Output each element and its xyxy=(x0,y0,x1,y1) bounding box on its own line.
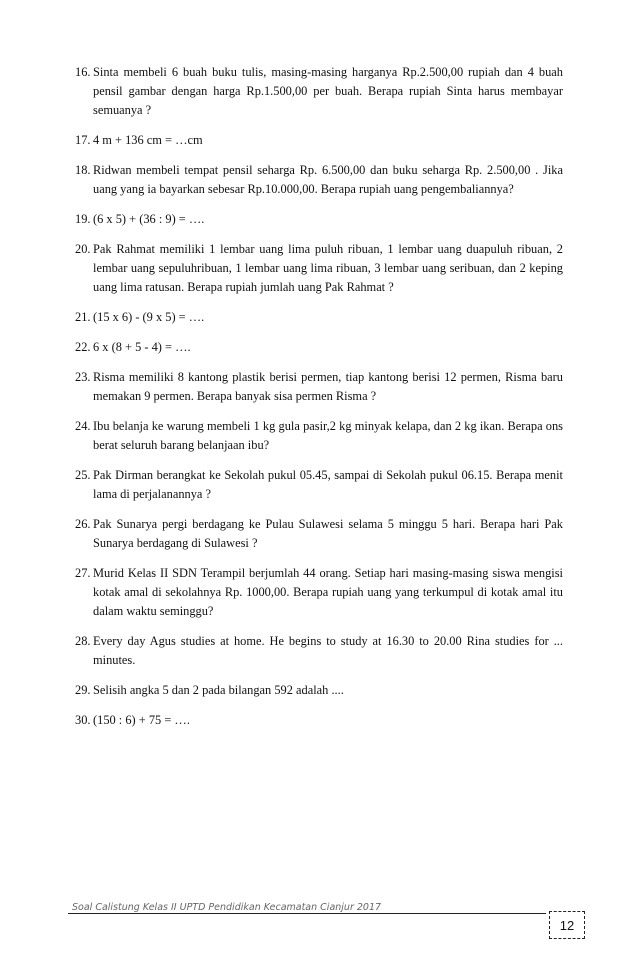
question-text: Pak Rahmat memiliki 1 lembar uang lima puluh ribuan, 1 lembar uang duapuluh ribuan, 2 lembar uang sepuluhribuan, 1 lembar uang lima ribuan, 3 lembar uang seribuan, dan 2 keping uang lima ratusan. Berapa rupiah jumlah uang Pak Rahmat ? xyxy=(93,242,563,294)
question-text: Murid Kelas II SDN Terampil berjumlah 44 orang. Setiap hari masing-masing siswa mengisi kotak amal di sekolahnya Rp. 1000,00. Berapa rupiah uang yang terkumpul di kotak amal itu dalam waktu seminggu? xyxy=(93,566,563,618)
question-item xyxy=(75,63,563,120)
question-number: 21. xyxy=(75,310,91,324)
question-number: 17. xyxy=(75,133,91,147)
question-text: 6 x (8 + 5 - 4) = …. xyxy=(93,340,191,354)
question-text: Selisih angka 5 dan 2 pada bilangan 592 adalah .... xyxy=(93,683,344,697)
question-item xyxy=(75,417,563,455)
question-text: Ridwan membeli tempat pensil seharga Rp. 6.500,00 dan buku seharga Rp. 2.500,00 . Jika uang yang ia bayarkan sebesar Rp.10.000,00. Berapa rupiah uang pengembaliannya? xyxy=(93,163,563,196)
question-number: 27. xyxy=(75,566,91,580)
question-item xyxy=(75,515,563,553)
question-item xyxy=(75,210,563,229)
question-number: 29. xyxy=(75,683,91,697)
question-list xyxy=(75,63,563,741)
question-text: Ibu belanja ke warung membeli 1 kg gula pasir,2 kg minyak kelapa, dan 2 kg ikan. Berapa ons berat seluruh barang belanjaan ibu? xyxy=(93,419,563,452)
question-number: 20. xyxy=(75,242,91,256)
question-item xyxy=(75,681,563,700)
question-item xyxy=(75,161,563,199)
footer-caption: Soal Calistung Kelas II UPTD Pendidikan Kecamatan Cianjur 2017 xyxy=(72,902,382,913)
question-text: Pak Sunarya pergi berdagang ke Pulau Sulawesi selama 5 minggu 5 hari. Berapa hari Pak Sunarya berdagang di Sulawesi ? xyxy=(93,517,563,550)
question-item xyxy=(75,564,563,621)
question-item xyxy=(75,131,563,150)
question-text: 4 m + 136 cm = …cm xyxy=(93,133,203,147)
question-text: Every day Agus studies at home. He begins to study at 16.30 to 20.00 Rina studies for ... minutes. xyxy=(93,634,563,667)
question-item xyxy=(75,338,563,357)
footer-rule xyxy=(68,913,546,914)
page-number: 12 xyxy=(559,917,575,933)
question-item xyxy=(75,632,563,670)
question-text: (150 : 6) + 75 = …. xyxy=(93,713,190,727)
question-number: 30. xyxy=(75,713,91,727)
question-item xyxy=(75,240,563,297)
question-item xyxy=(75,308,563,327)
question-item xyxy=(75,368,563,406)
question-number: 19. xyxy=(75,212,91,226)
question-text: Pak Dirman berangkat ke Sekolah pukul 05.45, sampai di Sekolah pukul 06.15. Berapa menit lama di perjalanannya ? xyxy=(93,468,563,501)
question-text: Risma memiliki 8 kantong plastik berisi permen, tiap kantong berisi 12 permen, Risma baru memakan 9 permen. Berapa banyak sisa permen Risma ? xyxy=(93,370,563,403)
question-item xyxy=(75,711,563,730)
question-item xyxy=(75,466,563,504)
question-number: 24. xyxy=(75,419,91,433)
question-number: 22. xyxy=(75,340,91,354)
question-number: 26. xyxy=(75,517,91,531)
page-number-box xyxy=(549,911,585,939)
question-number: 18. xyxy=(75,163,91,177)
question-number: 28. xyxy=(75,634,91,648)
question-text: Sinta membeli 6 buah buku tulis, masing-masing harganya Rp.2.500,00 rupiah dan 4 buah pensil gambar dengan harga Rp.1.500,00 per buah. Berapa rupiah Sinta harus membayar semuanya ? xyxy=(93,65,563,117)
question-number: 16. xyxy=(75,65,91,79)
question-text: (15 x 6) - (9 x 5) = …. xyxy=(93,310,205,324)
question-number: 23. xyxy=(75,370,91,384)
question-number: 25. xyxy=(75,468,91,482)
question-text: (6 x 5) + (36 : 9) = …. xyxy=(93,212,205,226)
